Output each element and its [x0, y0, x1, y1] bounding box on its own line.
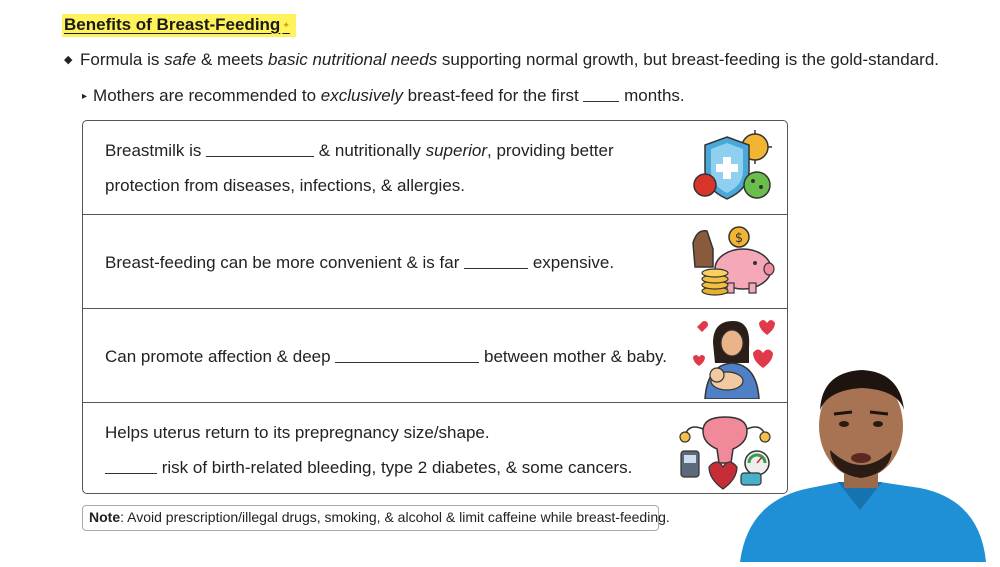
bullet-exclusive-d: months. — [619, 86, 685, 105]
bullet-formula — [64, 50, 939, 70]
note-box — [82, 505, 670, 531]
presenter-figure — [730, 350, 1000, 562]
row1-line2: protection from diseases, infections, & allergies. — [105, 176, 466, 195]
page-title — [62, 14, 296, 37]
triangle-bullet-icon: ▸ — [82, 91, 88, 102]
note-text: : Avoid prescription/illegal drugs, smoking, & alcohol & limit caffeine while breast-feeding. — [120, 509, 670, 525]
benefit-row-recovery — [83, 402, 787, 495]
bullet-formula-c: & meets — [196, 50, 269, 69]
fill-in-blank[interactable] — [335, 348, 479, 363]
diamond-bullet-icon: ◆ — [64, 54, 73, 66]
bullet-exclusive-c: breast-feed for the first — [402, 86, 584, 105]
benefits-table — [82, 120, 788, 494]
bullet-exclusive-b: exclusively — [320, 86, 403, 105]
benefit-row-cost — [83, 214, 787, 308]
bullet-formula-e: supporting normal growth, but breast-feeding is the gold-standard. — [437, 50, 939, 69]
piggy-bank-icon — [687, 223, 777, 306]
benefit-row-protection — [83, 121, 787, 214]
bullet-formula-d: basic nutritional needs — [268, 50, 438, 69]
fill-in-blank[interactable] — [583, 87, 619, 102]
bullet-formula-b: safe — [164, 50, 197, 69]
row1-line1a: Breastmilk is — [105, 141, 207, 160]
benefit-text — [105, 245, 614, 280]
note-label: Note — [89, 509, 121, 525]
shield-germs-icon — [687, 127, 777, 214]
bullet-exclusive-a: Mothers are recommended to — [93, 86, 321, 105]
benefit-text — [105, 415, 632, 485]
bullet-exclusive — [82, 86, 685, 106]
row3-b: between mother & baby. — [479, 347, 668, 366]
row1-line1d: , providing better — [487, 141, 614, 160]
row1-line1c: superior — [425, 141, 487, 160]
fill-in-blank[interactable] — [206, 142, 314, 157]
fill-in-blank[interactable] — [105, 459, 157, 474]
page-title-text: Benefits of Breast-Feeding — [64, 15, 281, 34]
row4-line1: Helps uterus return to its prepregnancy size/shape. — [105, 423, 490, 442]
bullet-formula-a: Formula is — [80, 50, 165, 69]
row1-line1b: & nutritionally — [314, 141, 426, 160]
sparkle-icon: ✦ — [282, 20, 290, 31]
benefit-row-bonding — [83, 308, 787, 402]
presenter-video — [730, 350, 1000, 562]
row2-a: Breast-feeding can be more convenient & is far — [105, 253, 465, 272]
row3-a: Can promote affection & deep — [105, 347, 336, 366]
row4-line2: risk of birth-related bleeding, type 2 diabetes, & some cancers. — [157, 458, 633, 477]
benefit-text — [105, 133, 614, 203]
row2-b: expensive. — [528, 253, 615, 272]
fill-in-blank[interactable] — [464, 254, 528, 269]
svg-text:$: $ — [734, 231, 744, 246]
benefit-text — [105, 339, 667, 374]
